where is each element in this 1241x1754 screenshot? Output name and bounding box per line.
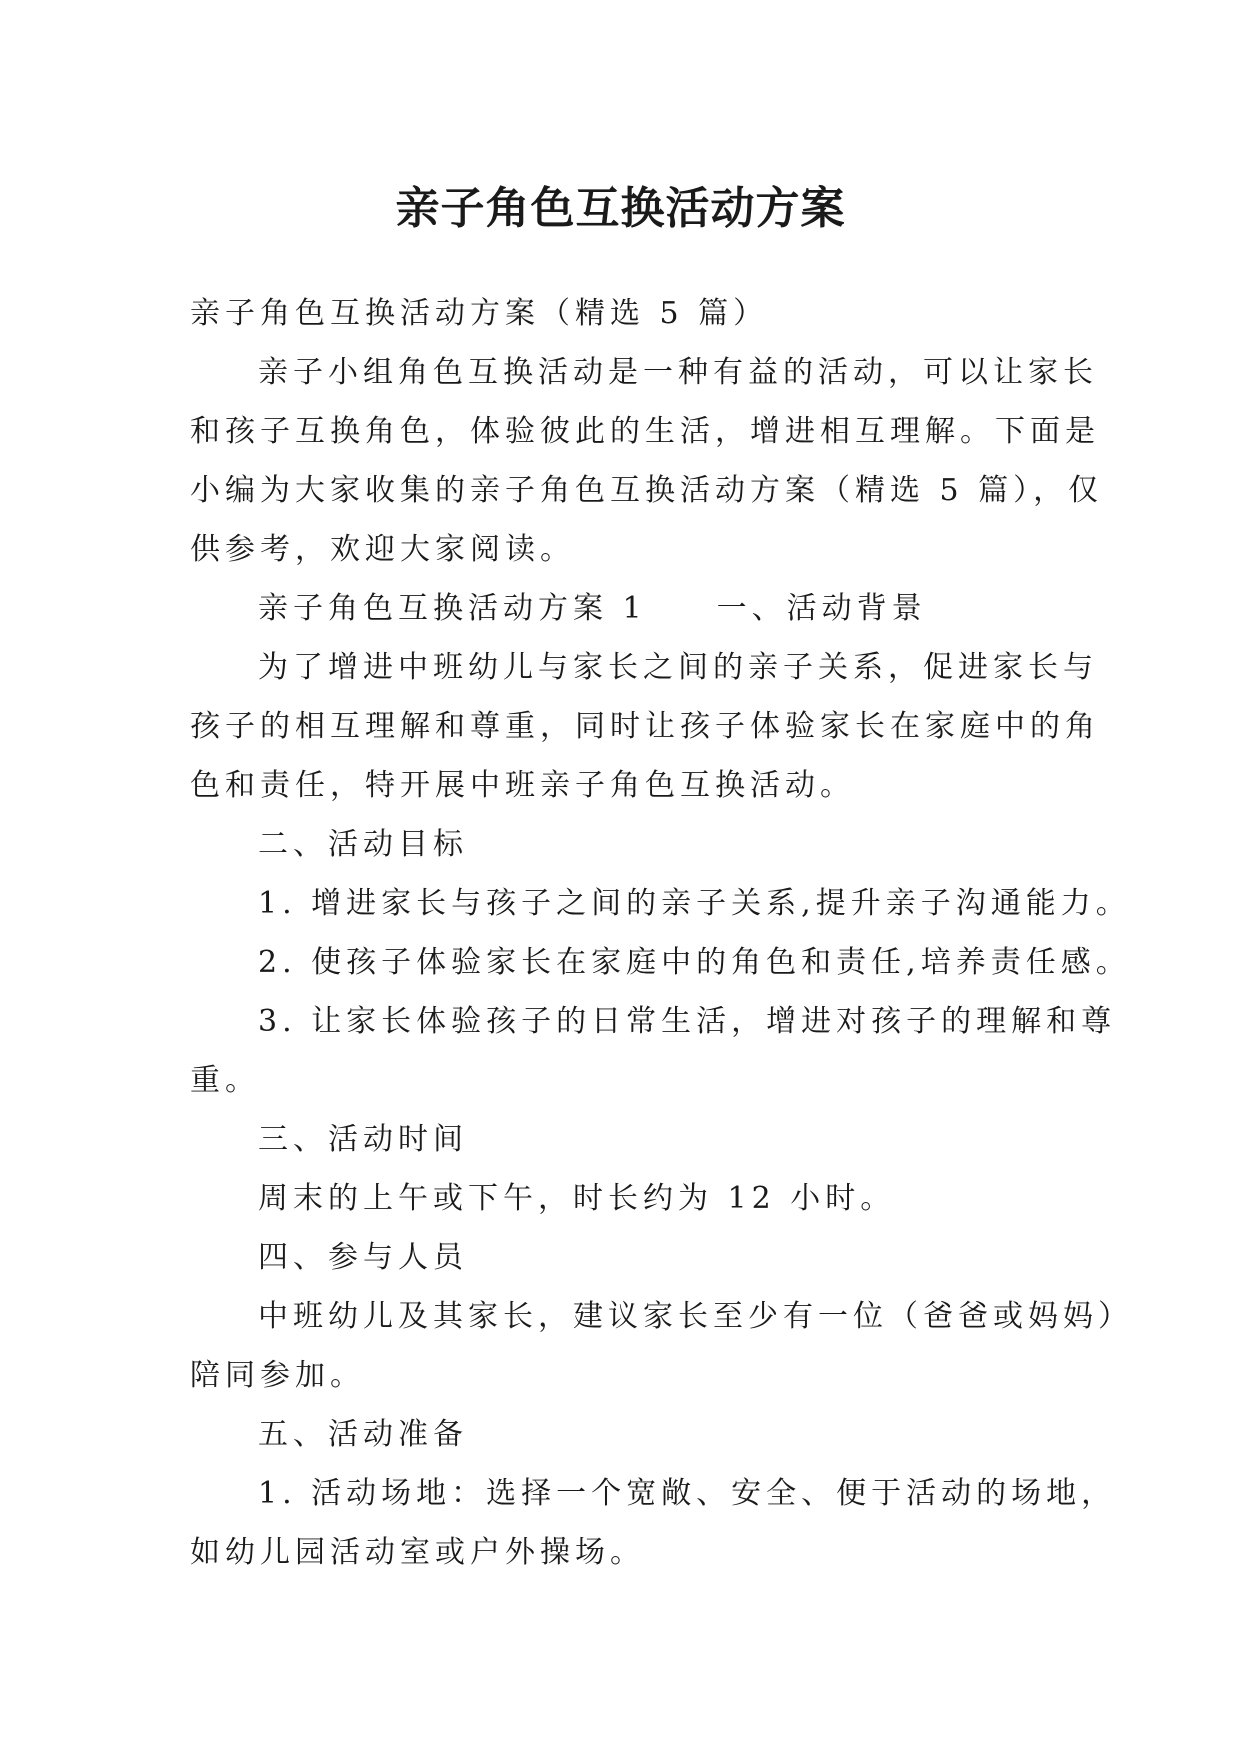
- text-line: 亲子角色互换活动方案（精选 5 篇）: [190, 296, 769, 331]
- text-line: 周末的上午或下午，时长约为 12 小时。: [258, 1181, 896, 1216]
- text-line: 二、活动目标: [258, 827, 468, 862]
- text-line: 和孩子互换角色，体验彼此的生活，增进相互理解。下面是: [190, 414, 1100, 449]
- text-line: 1. 活动场地：选择一个宽敞、安全、便于活动的场地，: [258, 1476, 1117, 1511]
- text-line: 亲子角色互换活动方案 1 一、活动背景: [258, 591, 927, 626]
- text-line: 中班幼儿及其家长，建议家长至少有一位（爸爸或妈妈）: [258, 1299, 1133, 1334]
- text-line: 为了增进中班幼儿与家长之间的亲子关系，促进家长与: [258, 650, 1098, 685]
- text-line: 三、活动时间: [258, 1122, 468, 1157]
- text-line: 重。: [190, 1063, 260, 1098]
- text-line: 如幼儿园活动室或户外操场。: [190, 1535, 645, 1570]
- text-line: 五、活动准备: [258, 1417, 468, 1452]
- text-line: 3. 让家长体验孩子的日常生活，增进对孩子的理解和尊: [258, 1004, 1117, 1039]
- text-line: 2. 使孩子体验家长在家庭中的角色和责任,培养责任感。: [258, 945, 1131, 980]
- page-title: 亲子角色互换活动方案: [395, 183, 846, 235]
- text-line: 四、参与人员: [258, 1240, 468, 1275]
- text-line: 陪同参加。: [190, 1358, 365, 1393]
- text-line: 色和责任，特开展中班亲子角色互换活动。: [190, 768, 855, 803]
- text-line: 孩子的相互理解和尊重，同时让孩子体验家长在家庭中的角: [190, 709, 1100, 744]
- text-line: 1. 增进家长与孩子之间的亲子关系,提升亲子沟通能力。: [258, 886, 1131, 921]
- text-line: 亲子小组角色互换活动是一种有益的活动，可以让家长: [258, 355, 1098, 390]
- text-line: 供参考，欢迎大家阅读。: [190, 532, 575, 567]
- text-line: 小编为大家收集的亲子角色互换活动方案（精选 5 篇），仅: [190, 473, 1104, 508]
- document-body: [190, 284, 1133, 1582]
